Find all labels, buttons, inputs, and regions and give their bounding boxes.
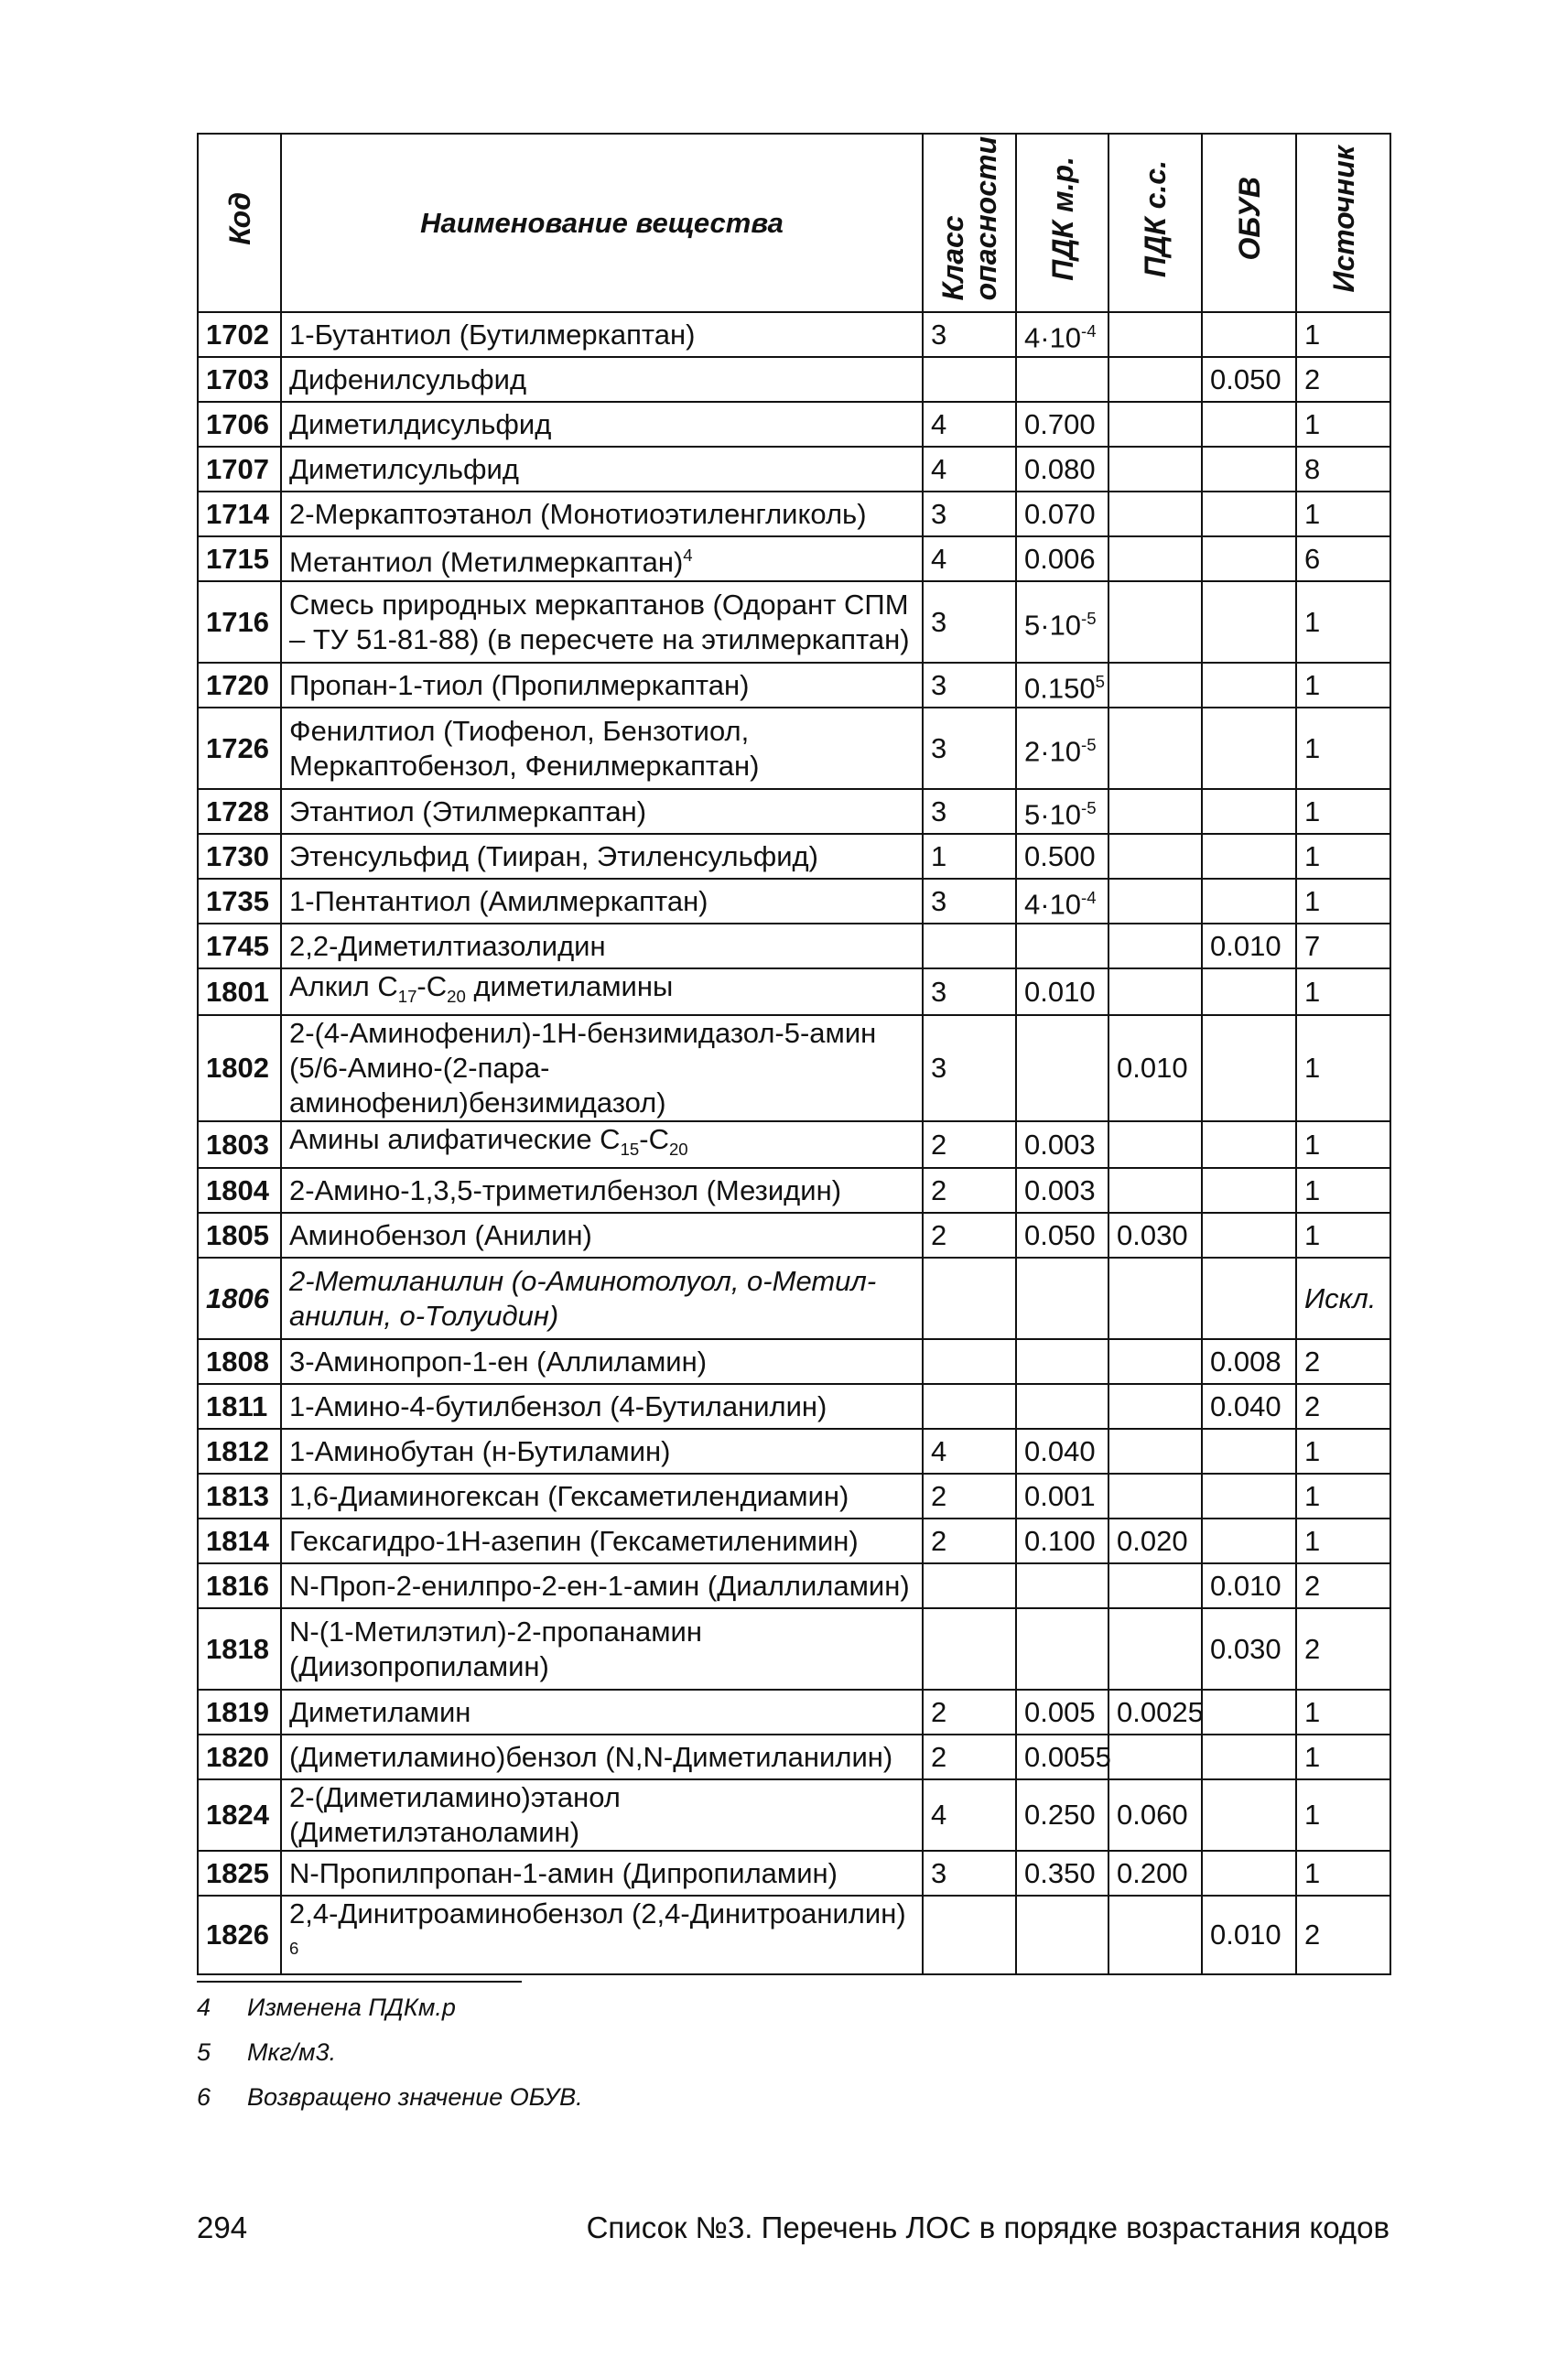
code-cell: 1726 bbox=[198, 708, 281, 789]
source-cell: 7 bbox=[1296, 924, 1390, 968]
hazard-class-cell: 4 bbox=[923, 447, 1016, 492]
header-pdk-mr: ПДК м.р. bbox=[1016, 134, 1108, 312]
header-hazard-class: Класс опасности bbox=[923, 134, 1016, 312]
obuv-cell bbox=[1202, 492, 1296, 536]
source-cell: 1 bbox=[1296, 492, 1390, 536]
source-cell: 8 bbox=[1296, 447, 1390, 492]
code-cell: 1715 bbox=[198, 536, 281, 581]
substance-name-cell: 2,4-Динитроаминобензол (2,4-Динитроанилин) $^6$ bbox=[281, 1896, 923, 1973]
pdk-mr-cell: $4\cdot 10^{-4}$ bbox=[1016, 879, 1108, 924]
code-cell: 1706 bbox=[198, 402, 281, 447]
code-cell: 1811 bbox=[198, 1384, 281, 1429]
source-cell: 1 bbox=[1296, 1690, 1390, 1735]
table-row bbox=[198, 447, 1390, 492]
obuv-cell bbox=[1202, 1474, 1296, 1519]
pdk-ss-cell bbox=[1108, 1474, 1202, 1519]
substance-name-cell: Диметилсульфид bbox=[281, 447, 923, 492]
pdk-mr-cell: 0.250 bbox=[1016, 1779, 1108, 1851]
pdk-ss-cell bbox=[1108, 492, 1202, 536]
code-cell: 1720 bbox=[198, 663, 281, 708]
pdk-mr-cell: $5\cdot 10^{-5}$ bbox=[1016, 581, 1108, 663]
substance-table bbox=[197, 133, 1391, 1975]
substance-name-cell: Смесь природных меркаптанов (Одорант СПМ – ТУ 51-81-88) (в пересчете на этилмеркаптан) bbox=[281, 581, 923, 663]
header-code: Код bbox=[198, 134, 281, 312]
obuv-cell bbox=[1202, 1735, 1296, 1779]
obuv-cell bbox=[1202, 1779, 1296, 1851]
obuv-cell bbox=[1202, 1429, 1296, 1474]
obuv-cell: 0.010 bbox=[1202, 1563, 1296, 1608]
obuv-cell bbox=[1202, 1690, 1296, 1735]
pdk-mr-cell: 0.350 bbox=[1016, 1851, 1108, 1896]
code-cell: 1805 bbox=[198, 1213, 281, 1258]
table-row bbox=[198, 1690, 1390, 1735]
substance-name-cell: (Диметиламино)бензол (N,N-Диметиланилин) bbox=[281, 1735, 923, 1779]
source-cell: 2 bbox=[1296, 1896, 1390, 1973]
source-cell: 1 bbox=[1296, 312, 1390, 357]
table-row bbox=[198, 1779, 1390, 1851]
header-pdk-ss: ПДК с.с. bbox=[1108, 134, 1202, 312]
substance-name-cell: 1-Амино-4-бутилбензол (4-Бутиланилин) bbox=[281, 1384, 923, 1429]
obuv-cell bbox=[1202, 663, 1296, 708]
table-row bbox=[198, 1384, 1390, 1429]
obuv-cell bbox=[1202, 1851, 1296, 1896]
table-row bbox=[198, 1213, 1390, 1258]
pdk-mr-cell: 0.005 bbox=[1016, 1690, 1108, 1735]
pdk-mr-cell: 0.100 bbox=[1016, 1519, 1108, 1563]
pdk-mr-cell: 0.010 bbox=[1016, 968, 1108, 1015]
source-cell: Искл. bbox=[1296, 1258, 1390, 1339]
substance-name-cell: Пропан-1-тиол (Пропилмеркаптан) bbox=[281, 663, 923, 708]
source-cell: 1 bbox=[1296, 789, 1390, 834]
hazard-class-cell bbox=[923, 1384, 1016, 1429]
source-cell: 1 bbox=[1296, 1168, 1390, 1213]
table-row bbox=[198, 1896, 1390, 1973]
pdk-ss-cell bbox=[1108, 1384, 1202, 1429]
source-cell: 1 bbox=[1296, 1851, 1390, 1896]
pdk-mr-cell: 0.003 bbox=[1016, 1121, 1108, 1168]
pdk-mr-cell: 0.006 bbox=[1016, 536, 1108, 581]
hazard-class-cell: 2 bbox=[923, 1213, 1016, 1258]
code-cell: 1703 bbox=[198, 357, 281, 402]
hazard-class-cell bbox=[923, 1608, 1016, 1690]
pdk-mr-cell: 0.080 bbox=[1016, 447, 1108, 492]
pdk-ss-cell bbox=[1108, 968, 1202, 1015]
table-row bbox=[198, 1258, 1390, 1339]
source-cell: 1 bbox=[1296, 834, 1390, 879]
substance-name-cell: N-Проп-2-енилпро-2-ен-1-амин (Диаллиламин) bbox=[281, 1563, 923, 1608]
source-cell: 1 bbox=[1296, 1015, 1390, 1121]
pdk-mr-cell bbox=[1016, 1563, 1108, 1608]
code-cell: 1714 bbox=[198, 492, 281, 536]
pdk-mr-cell: 0.040 bbox=[1016, 1429, 1108, 1474]
substance-name-cell: 2-(4-Аминофенил)-1H-бензимидазол-5-амин (5/6-Амино-(2-пара-аминофенил)бензимидазол) bbox=[281, 1015, 923, 1121]
substance-name-cell: 1-Аминобутан (н-Бутиламин) bbox=[281, 1429, 923, 1474]
hazard-class-cell: 4 bbox=[923, 402, 1016, 447]
header-source: Источник bbox=[1296, 134, 1390, 312]
hazard-class-cell: 4 bbox=[923, 1429, 1016, 1474]
pdk-ss-cell bbox=[1108, 1735, 1202, 1779]
pdk-ss-cell bbox=[1108, 312, 1202, 357]
code-cell: 1702 bbox=[198, 312, 281, 357]
substance-name-cell: 2-Меркаптоэтанол (Монотиоэтиленгликоль) bbox=[281, 492, 923, 536]
code-cell: 1728 bbox=[198, 789, 281, 834]
table-row bbox=[198, 1563, 1390, 1608]
source-cell: 1 bbox=[1296, 1519, 1390, 1563]
pdk-ss-cell bbox=[1108, 536, 1202, 581]
code-cell: 1803 bbox=[198, 1121, 281, 1168]
pdk-ss-cell bbox=[1108, 924, 1202, 968]
code-cell: 1808 bbox=[198, 1339, 281, 1384]
footnote-5: 5 Мкг/м3. bbox=[197, 2038, 337, 2066]
pdk-ss-cell bbox=[1108, 834, 1202, 879]
substance-name-cell: Фенилтиол (Тиофенол, Бензотиол, Меркаптобензол, Фенилмеркаптан) bbox=[281, 708, 923, 789]
source-cell: 1 bbox=[1296, 1474, 1390, 1519]
code-cell: 1816 bbox=[198, 1563, 281, 1608]
hazard-class-cell: 2 bbox=[923, 1519, 1016, 1563]
table-row bbox=[198, 1519, 1390, 1563]
pdk-mr-cell: 0.0055 bbox=[1016, 1735, 1108, 1779]
hazard-class-cell bbox=[923, 1563, 1016, 1608]
hazard-class-cell: 2 bbox=[923, 1735, 1016, 1779]
pdk-mr-cell bbox=[1016, 1384, 1108, 1429]
pdk-ss-cell: 0.200 bbox=[1108, 1851, 1202, 1896]
hazard-class-cell bbox=[923, 924, 1016, 968]
code-cell: 1716 bbox=[198, 581, 281, 663]
pdk-ss-cell bbox=[1108, 708, 1202, 789]
substance-name-cell: Амины алифатические $C_{15}-C_{20}$ bbox=[281, 1121, 923, 1168]
hazard-class-cell: 3 bbox=[923, 1015, 1016, 1121]
code-cell: 1813 bbox=[198, 1474, 281, 1519]
substance-name-cell: N-(1-Метилэтил)-2-пропанамин (Диизопропиламин) bbox=[281, 1608, 923, 1690]
obuv-cell: 0.040 bbox=[1202, 1384, 1296, 1429]
running-head: Список №3. Перечень ЛОС в порядке возрастания кодов bbox=[586, 2210, 1390, 2244]
hazard-class-cell: 1 bbox=[923, 834, 1016, 879]
table-row bbox=[198, 536, 1390, 581]
table-row bbox=[198, 312, 1390, 357]
substance-name-cell: N-Пропилпропан-1-амин (Дипропиламин) bbox=[281, 1851, 923, 1896]
code-cell: 1812 bbox=[198, 1429, 281, 1474]
pdk-ss-cell: 0.0025 bbox=[1108, 1690, 1202, 1735]
hazard-class-cell: 3 bbox=[923, 708, 1016, 789]
hazard-class-cell: 2 bbox=[923, 1474, 1016, 1519]
table-row bbox=[198, 924, 1390, 968]
table-row bbox=[198, 1429, 1390, 1474]
pdk-mr-cell bbox=[1016, 1896, 1108, 1973]
substance-name-cell: Метантиол (Метилмеркаптан)$^4$ bbox=[281, 536, 923, 581]
source-cell: 1 bbox=[1296, 708, 1390, 789]
pdk-ss-cell bbox=[1108, 1121, 1202, 1168]
substance-name-cell: Дифенилсульфид bbox=[281, 357, 923, 402]
code-cell: 1814 bbox=[198, 1519, 281, 1563]
hazard-class-cell: 3 bbox=[923, 968, 1016, 1015]
pdk-mr-cell: 0.050 bbox=[1016, 1213, 1108, 1258]
substance-name-cell: Диметилдисульфид bbox=[281, 402, 923, 447]
table-row bbox=[198, 1121, 1390, 1168]
source-cell: 1 bbox=[1296, 1429, 1390, 1474]
substance-name-cell: Этантиол (Этилмеркаптан) bbox=[281, 789, 923, 834]
pdk-mr-cell: 0.700 bbox=[1016, 402, 1108, 447]
substance-name-cell: 1,6-Диаминогексан (Гексаметилендиамин) bbox=[281, 1474, 923, 1519]
obuv-cell bbox=[1202, 1258, 1296, 1339]
hazard-class-cell: 2 bbox=[923, 1168, 1016, 1213]
hazard-class-cell: 2 bbox=[923, 1121, 1016, 1168]
hazard-class-cell: 2 bbox=[923, 1690, 1016, 1735]
obuv-cell bbox=[1202, 789, 1296, 834]
obuv-cell bbox=[1202, 1168, 1296, 1213]
obuv-cell: 0.008 bbox=[1202, 1339, 1296, 1384]
pdk-ss-cell bbox=[1108, 1258, 1202, 1339]
pdk-mr-cell bbox=[1016, 1258, 1108, 1339]
pdk-mr-cell: $5\cdot 10^{-5}$ bbox=[1016, 789, 1108, 834]
hazard-class-cell: 3 bbox=[923, 879, 1016, 924]
hazard-class-cell: 4 bbox=[923, 1779, 1016, 1851]
source-cell: 1 bbox=[1296, 581, 1390, 663]
obuv-cell bbox=[1202, 968, 1296, 1015]
source-cell: 1 bbox=[1296, 1213, 1390, 1258]
obuv-cell bbox=[1202, 1213, 1296, 1258]
pdk-mr-cell bbox=[1016, 1608, 1108, 1690]
pdk-ss-cell bbox=[1108, 357, 1202, 402]
pdk-ss-cell: 0.020 bbox=[1108, 1519, 1202, 1563]
pdk-ss-cell bbox=[1108, 1563, 1202, 1608]
code-cell: 1819 bbox=[198, 1690, 281, 1735]
substance-name-cell: Аминобензол (Анилин) bbox=[281, 1213, 923, 1258]
table-row bbox=[198, 1851, 1390, 1896]
source-cell: 1 bbox=[1296, 1779, 1390, 1851]
header-name: Наименование вещества bbox=[281, 134, 923, 312]
substance-name-cell: 2-Амино-1,3,5-триметилбензол (Мезидин) bbox=[281, 1168, 923, 1213]
source-cell: 1 bbox=[1296, 1735, 1390, 1779]
pdk-mr-cell: $2\cdot 10^{-5}$ bbox=[1016, 708, 1108, 789]
obuv-cell bbox=[1202, 1121, 1296, 1168]
table-row bbox=[198, 1735, 1390, 1779]
pdk-mr-cell bbox=[1016, 1015, 1108, 1121]
footnote-6: 6 Возвращено значение ОБУВ. bbox=[197, 2083, 583, 2111]
substance-name-cell: Алкил $C_{17}-C_{20}$ диметиламины bbox=[281, 968, 923, 1015]
obuv-cell bbox=[1202, 312, 1296, 357]
obuv-cell: 0.010 bbox=[1202, 924, 1296, 968]
substance-name-cell: Диметиламин bbox=[281, 1690, 923, 1735]
page-number: 294 bbox=[197, 2210, 248, 2244]
footnote-4: 4 Изменена ПДКм.р bbox=[197, 1994, 456, 2021]
table-row bbox=[198, 708, 1390, 789]
hazard-class-cell bbox=[923, 1258, 1016, 1339]
table-row bbox=[198, 357, 1390, 402]
table-row bbox=[198, 834, 1390, 879]
hazard-class-cell: 3 bbox=[923, 789, 1016, 834]
hazard-class-cell bbox=[923, 1896, 1016, 1973]
table-row bbox=[198, 968, 1390, 1015]
table-row bbox=[198, 789, 1390, 834]
obuv-cell bbox=[1202, 1015, 1296, 1121]
pdk-mr-cell: 0.070 bbox=[1016, 492, 1108, 536]
table-row bbox=[198, 402, 1390, 447]
pdk-ss-cell bbox=[1108, 1896, 1202, 1973]
table-header-row bbox=[198, 134, 1390, 312]
pdk-ss-cell bbox=[1108, 663, 1202, 708]
pdk-mr-cell bbox=[1016, 924, 1108, 968]
pdk-mr-cell: 0.003 bbox=[1016, 1168, 1108, 1213]
obuv-cell bbox=[1202, 708, 1296, 789]
code-cell: 1745 bbox=[198, 924, 281, 968]
hazard-class-cell bbox=[923, 1339, 1016, 1384]
source-cell: 2 bbox=[1296, 1384, 1390, 1429]
pdk-ss-cell bbox=[1108, 402, 1202, 447]
source-cell: 1 bbox=[1296, 1121, 1390, 1168]
pdk-ss-cell bbox=[1108, 789, 1202, 834]
footnote-divider bbox=[197, 1981, 522, 1983]
code-cell: 1824 bbox=[198, 1779, 281, 1851]
pdk-mr-cell: 0.500 bbox=[1016, 834, 1108, 879]
substance-name-cell: Этенсульфид (Тииран, Этиленсульфид) bbox=[281, 834, 923, 879]
pdk-ss-cell: 0.010 bbox=[1108, 1015, 1202, 1121]
obuv-cell bbox=[1202, 536, 1296, 581]
code-cell: 1730 bbox=[198, 834, 281, 879]
code-cell: 1802 bbox=[198, 1015, 281, 1121]
obuv-cell bbox=[1202, 1519, 1296, 1563]
code-cell: 1707 bbox=[198, 447, 281, 492]
substance-name-cell: 3-Аминопроп-1-ен (Аллиламин) bbox=[281, 1339, 923, 1384]
pdk-mr-cell: 0.001 bbox=[1016, 1474, 1108, 1519]
obuv-cell bbox=[1202, 402, 1296, 447]
pdk-mr-cell bbox=[1016, 1339, 1108, 1384]
hazard-class-cell: 3 bbox=[923, 312, 1016, 357]
substance-name-cell: Гексагидро-1H-азепин (Гексаметиленимин) bbox=[281, 1519, 923, 1563]
obuv-cell: 0.030 bbox=[1202, 1608, 1296, 1690]
obuv-cell bbox=[1202, 879, 1296, 924]
pdk-mr-cell bbox=[1016, 357, 1108, 402]
obuv-cell bbox=[1202, 447, 1296, 492]
code-cell: 1818 bbox=[198, 1608, 281, 1690]
source-cell: 1 bbox=[1296, 663, 1390, 708]
code-cell: 1826 bbox=[198, 1896, 281, 1973]
substance-name-cell: 1-Пентантиол (Амилмеркаптан) bbox=[281, 879, 923, 924]
pdk-mr-cell: 0.150$^5$ bbox=[1016, 663, 1108, 708]
obuv-cell bbox=[1202, 834, 1296, 879]
pdk-mr-cell: $4\cdot 10^{-4}$ bbox=[1016, 312, 1108, 357]
substance-name-cell: 2-Метиланилин (о-Аминотолуол, о-Метил-анилин, о-Толуидин) bbox=[281, 1258, 923, 1339]
hazard-class-cell: 3 bbox=[923, 1851, 1016, 1896]
hazard-class-cell: 3 bbox=[923, 492, 1016, 536]
substance-name-cell: 1-Бутантиол (Бутилмеркаптан) bbox=[281, 312, 923, 357]
source-cell: 2 bbox=[1296, 357, 1390, 402]
hazard-class-cell: 3 bbox=[923, 581, 1016, 663]
table-row bbox=[198, 1339, 1390, 1384]
table-row bbox=[198, 663, 1390, 708]
pdk-ss-cell bbox=[1108, 1339, 1202, 1384]
pdk-ss-cell: 0.060 bbox=[1108, 1779, 1202, 1851]
table-row bbox=[198, 1474, 1390, 1519]
table-row bbox=[198, 492, 1390, 536]
source-cell: 2 bbox=[1296, 1563, 1390, 1608]
source-cell: 1 bbox=[1296, 879, 1390, 924]
pdk-ss-cell bbox=[1108, 879, 1202, 924]
code-cell: 1735 bbox=[198, 879, 281, 924]
pdk-ss-cell bbox=[1108, 1608, 1202, 1690]
table-row bbox=[198, 1608, 1390, 1690]
pdk-ss-cell bbox=[1108, 581, 1202, 663]
pdk-ss-cell: 0.030 bbox=[1108, 1213, 1202, 1258]
substance-name-cell: 2-(Диметиламино)этанол (Диметилэтаноламин) bbox=[281, 1779, 923, 1851]
source-cell: 6 bbox=[1296, 536, 1390, 581]
header-obuv: ОБУВ bbox=[1202, 134, 1296, 312]
hazard-class-cell bbox=[923, 357, 1016, 402]
pdk-ss-cell bbox=[1108, 1429, 1202, 1474]
substance-name-cell: 2,2-Диметилтиазолидин bbox=[281, 924, 923, 968]
hazard-class-cell: 4 bbox=[923, 536, 1016, 581]
code-cell: 1825 bbox=[198, 1851, 281, 1896]
source-cell: 1 bbox=[1296, 968, 1390, 1015]
source-cell: 2 bbox=[1296, 1339, 1390, 1384]
code-cell: 1801 bbox=[198, 968, 281, 1015]
code-cell: 1820 bbox=[198, 1735, 281, 1779]
obuv-cell: 0.050 bbox=[1202, 357, 1296, 402]
obuv-cell: 0.010 bbox=[1202, 1896, 1296, 1973]
table-row bbox=[198, 581, 1390, 663]
table-row bbox=[198, 1015, 1390, 1121]
code-cell: 1804 bbox=[198, 1168, 281, 1213]
pdk-ss-cell bbox=[1108, 447, 1202, 492]
source-cell: 2 bbox=[1296, 1608, 1390, 1690]
table-row bbox=[198, 879, 1390, 924]
hazard-class-cell: 3 bbox=[923, 663, 1016, 708]
pdk-ss-cell bbox=[1108, 1168, 1202, 1213]
obuv-cell bbox=[1202, 581, 1296, 663]
table-row bbox=[198, 1168, 1390, 1213]
source-cell: 1 bbox=[1296, 402, 1390, 447]
code-cell: 1806 bbox=[198, 1258, 281, 1339]
